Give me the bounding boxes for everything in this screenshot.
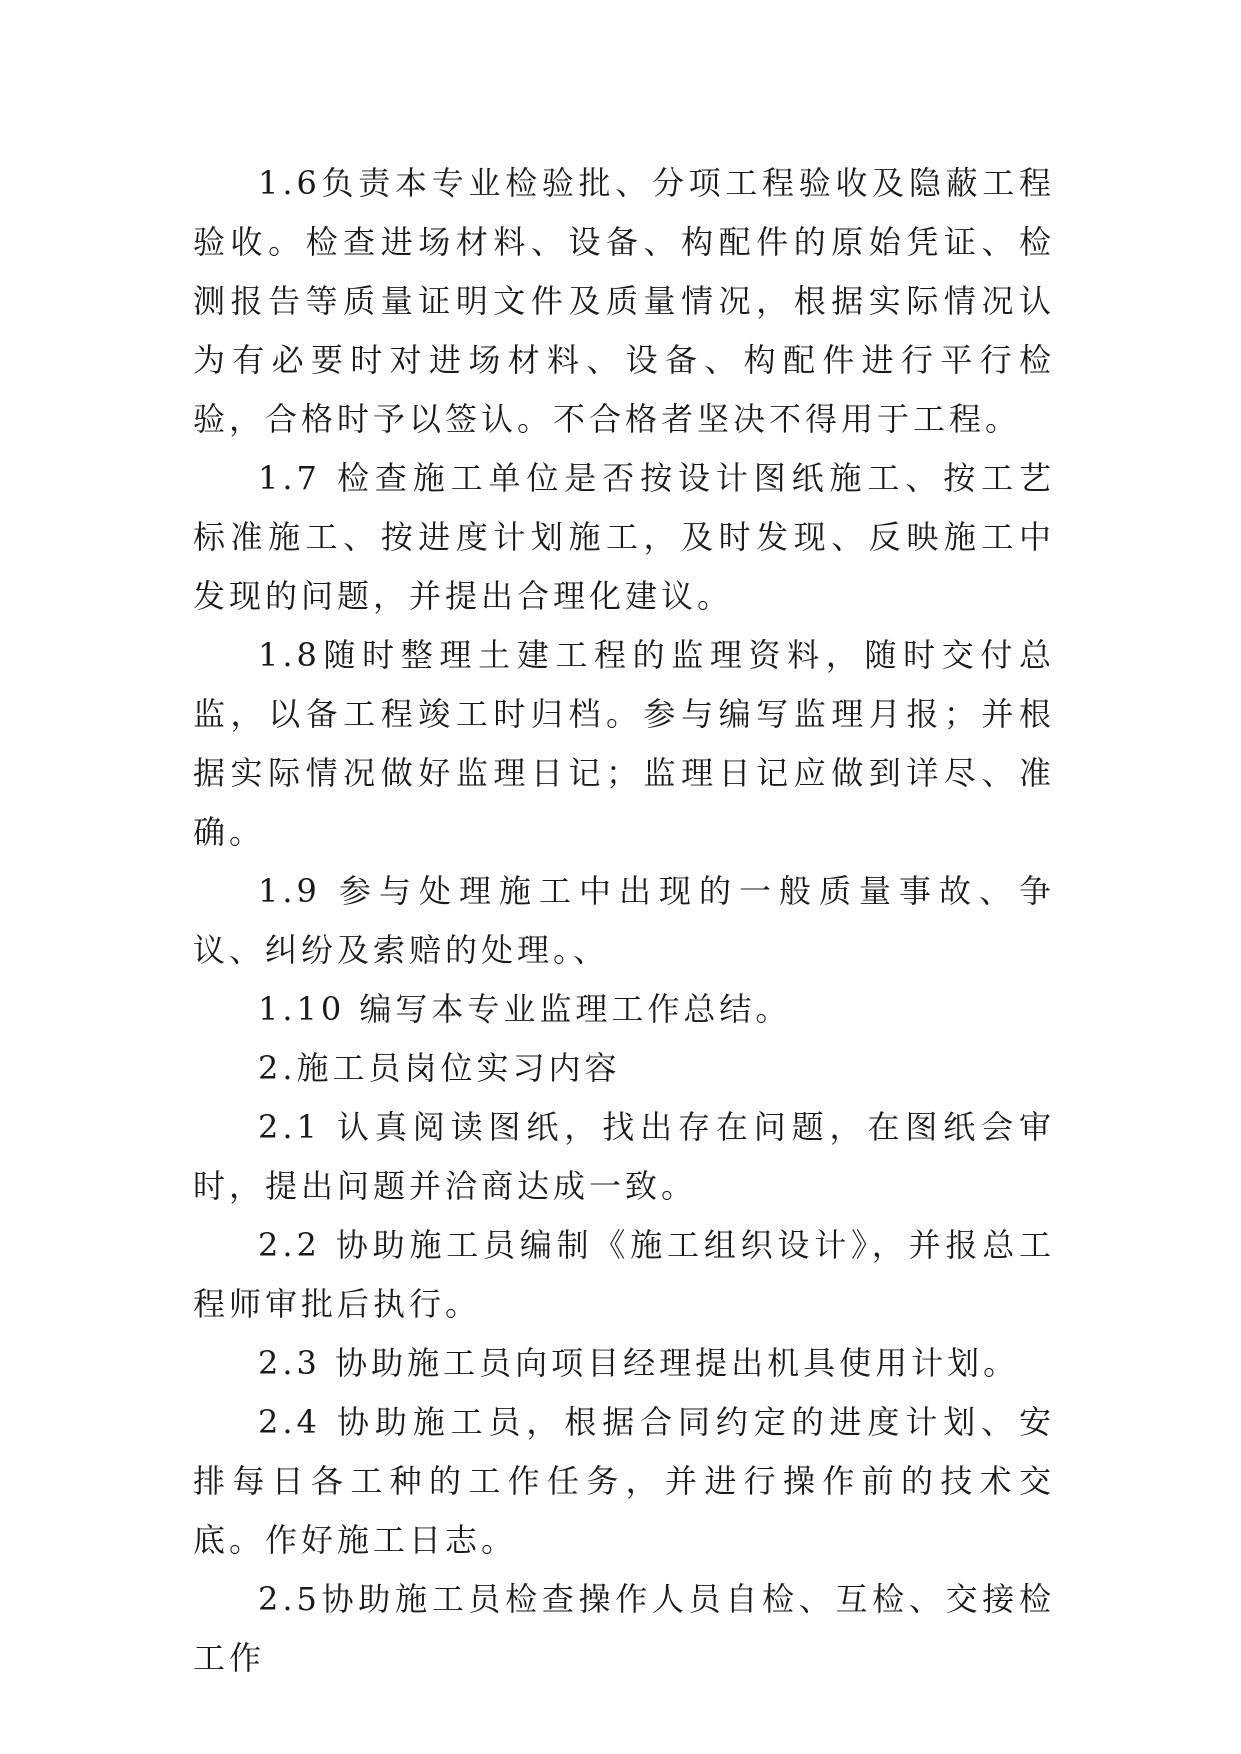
paragraph-2-5: 2.5协助施工员检查操作人员自检、互检、交接检工作	[193, 1580, 1055, 1677]
paragraph-1-6: 1.6负责本专业检验批、分项工程验收及隐蔽工程验收。检查进场材料、设备、构配件的原始凭证、检测报告等质量证明文件及质量情况，根据实际情况认为有必要时对进场材料、设备、构配件进行平行检验，合格时予以签认。不合格者坚决不得用于工程。	[193, 164, 1055, 438]
section-heading-2: 2.施工员岗位实习内容	[258, 1049, 621, 1087]
paragraph-2-4: 2.4 协助施工员，根据合同约定的进度计划、安排每日各工种的工作任务，并进行操作前的技术交底。作好施工日志。	[193, 1403, 1055, 1559]
paragraph-2-1: 2.1 认真阅读图纸，找出存在问题，在图纸会审时，提出问题并洽商达成一致。	[193, 1108, 1055, 1205]
paragraph-2-2: 2.2 协助施工员编制《施工组织设计》，并报总工程师审批后执行。	[193, 1226, 1055, 1323]
paragraph-2-3: 2.3 协助施工员向项目经理提出机具使用计划。	[258, 1344, 1020, 1382]
paragraph-1-8: 1.8随时整理土建工程的监理资料，随时交付总监，以备工程竣工时归档。参与编写监理月报；并根据实际情况做好监理日记；监理日记应做到详尽、准确。	[193, 636, 1055, 851]
document-body	[193, 154, 1055, 1688]
paragraph-1-9: 1.9 参与处理施工中出现的一般质量事故、争议、纠纷及索赔的处理。、	[193, 872, 1055, 969]
paragraph-1-7: 1.7 检查施工单位是否按设计图纸施工、按工艺标准施工、按进度计划施工，及时发现、反映施工中发现的问题，并提出合理化建议。	[193, 459, 1055, 615]
paragraph-1-10: 1.10 编写本专业监理工作总结。	[258, 990, 792, 1028]
